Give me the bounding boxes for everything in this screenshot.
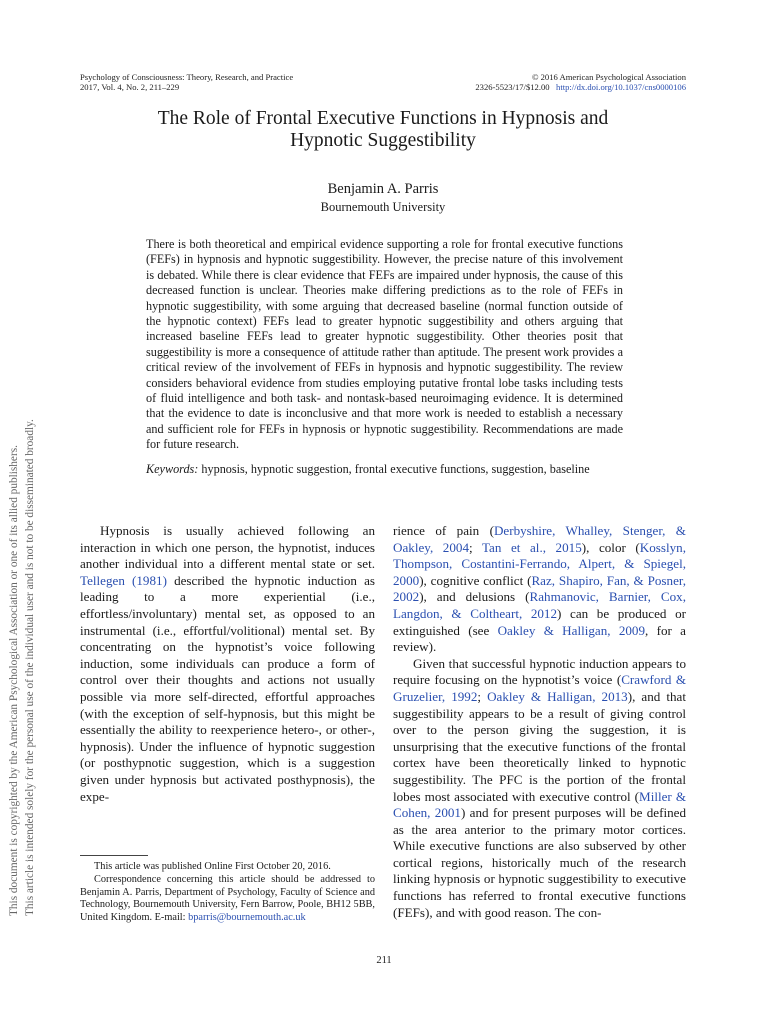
citation-link[interactable]: Miller & Cohen, 2001 xyxy=(393,788,686,821)
footnote-rule xyxy=(80,855,148,856)
abstract: There is both theoretical and empirical evidence supporting a role for frontal executive functions (FEFs) in hypnosis and hypnotic suggestibility. However, the precise nature of this involvement is debated. While there is clear evidence that FEFs are impaired under hypnosis, the cause of this decreased function is unclear. Theories make differing predictions as to the role of FEFs in hypnotic suggestibility, with some arguing that decreased baseline (normal function outside of the hypnotic context) FEFs lead to greater hypnotic suggestibility and others arguing that increased baseline FEFs lead to greater hypnotic suggestibility. Other theories posit that suggestibility is more a consequence of attitude rather than aptitude. The present work provides a critical review of the involvement of FEFs in hypnosis and hypnotic suggestibility. The review considers behavioral evidence from studies employing putative frontal lobe tasks including tests of fluid intelligence and both task- and nontask-based neuroimaging evidence. It is determined that the evidence to date is inconclusive and that more work is needed to establish a necessary and sufficient role for FEFs in hypnosis or hypnotic suggestibility. Recommendations are made for future research. xyxy=(146,237,623,452)
article-title-line-1: The Role of Frontal Executive Functions in Hypnosis and xyxy=(157,108,609,129)
article-title-line-2: Hypnotic Suggestibility xyxy=(290,130,476,151)
citation-link[interactable]: Oakley & Halligan, 2013 xyxy=(487,688,628,704)
citation-link[interactable]: Kosslyn, Thompson, Costantini-Ferrando, Alpert, & Spiegel, 2000 xyxy=(393,539,686,588)
online-first-note: This article was published Online First October 20, 2016. xyxy=(94,861,331,872)
keywords-list: hypnosis, hypnotic suggestion, frontal executive functions, suggestion, baseline xyxy=(201,462,590,476)
citation-link[interactable]: Tellegen (1981) xyxy=(80,572,167,588)
body-column-right xyxy=(393,523,686,921)
volume-info: 2017, Vol. 4, No. 2, 211–229 xyxy=(80,82,180,92)
citation-link[interactable]: Crawford & Gruzelier, 1992 xyxy=(393,672,687,704)
email-link[interactable]: bparris@bournemouth.ac.uk xyxy=(188,912,306,924)
copyright-sidebar-line-1: This document is copyrighted by the American Psychological Association or one of its allied publishers. xyxy=(8,445,20,916)
text-run: , for a review). xyxy=(393,622,686,655)
body-column-left xyxy=(80,523,375,805)
intro-paragraph-2 xyxy=(393,656,686,922)
author-name: Benjamin A. Parris xyxy=(327,181,439,197)
text-run: ; xyxy=(477,688,488,704)
page-number: 211 xyxy=(376,955,392,966)
doi-link[interactable]: http://dx.doi.org/10.1037/cns0000106 xyxy=(556,82,686,92)
text-run: Correspondence concerning this article should be addressed to Benjamin A. Parris, Department of Psychology, Faculty of Science and Technology, Bournemouth University, Fern Barrow, Poole, BH12 5BB, United Kingdom. E-mail: xyxy=(80,873,375,924)
correspondence-note xyxy=(80,874,375,925)
keywords xyxy=(146,462,623,477)
running-header-left xyxy=(80,72,293,92)
footnotes xyxy=(80,861,375,925)
author-affiliation: Bournemouth University xyxy=(320,200,446,214)
keywords-label: Keywords: xyxy=(146,462,199,476)
copyright-notice: © 2016 American Psychological Association xyxy=(531,72,686,82)
citation-link[interactable]: Oakley & Halligan, 2009 xyxy=(497,622,646,638)
issn-price: 2326-5523/17/$12.00 xyxy=(475,82,550,92)
text-run: ) can be produced or extinguished (see xyxy=(393,605,686,638)
copyright-sidebar-line-2: This article is intended solely for the personal use of the individual user and is not to be disseminated broadly. xyxy=(24,419,36,916)
running-header-right xyxy=(475,72,686,92)
text-run: ) and for present purposes will be defined as the area anterior to the primary motor cortices. While executive functions are also subserved by other cortical regions, historically much of the research linking hypnosis or hypnotic suggestibility to executive functions has referred to frontal executive functions (FEFs), and with good reason. The con- xyxy=(393,805,686,920)
text-run: ), color ( xyxy=(581,539,640,555)
text-run: ), cognitive conflict ( xyxy=(419,572,532,588)
text-run: ), and that suggestibility appears to be a result of giving control over to the person giving the suggestion, it is unsurprising that the executive functions of the frontal cortex have been theoretically linked to hypnotic suggestibility. The PFC is the portion of the frontal lobes most associated with executive control ( xyxy=(393,688,686,804)
text-run: ; xyxy=(469,539,482,555)
citation-link[interactable]: Rahmanovic, Barnier, Cox, Langdon, & Coltheart, 2012 xyxy=(393,589,686,621)
citation-link[interactable]: Derbyshire, Whalley, Stenger, & Oakley, 2004 xyxy=(393,523,686,555)
text-run: described the hypnotic induction as leading to a more experiential (i.e., effortless/involuntary) mental set, as opposed to an instrumental (i.e., effortful/volitional) mental set. By concentrating on the hypnotist’s voice following induction, some individuals can produce a form of control over their thoughts and actions not usually possible via more self-directed, effortful approaches (with the exception of self-hypnosis, but this might be essentially the ability to reexperience hetero-, or other-, hypnosis). Under the influence of hypnotic suggestion (or posthypnotic suggestion, which is a suggestion given under hypnosis but activated posthypnosis), the expe- xyxy=(80,572,375,804)
citation-link[interactable]: Tan et al., 2015 xyxy=(481,539,582,555)
intro-paragraph-1 xyxy=(80,523,375,805)
issn-doi-line xyxy=(475,82,686,92)
text-run: Hypnosis is usually achieved following an interaction in which one person, the hypnotist, induces another individual into a different mental state or set. xyxy=(80,523,375,572)
text-run: rience of pain ( xyxy=(393,523,494,538)
intro-paragraph-1-continued xyxy=(393,523,686,656)
text-run: ), and delusions ( xyxy=(419,589,530,605)
citation-link[interactable]: Raz, Shapiro, Fan, & Posner, 2002 xyxy=(393,572,686,605)
journal-name: Psychology of Consciousness: Theory, Research, and Practice xyxy=(80,72,294,82)
article-title xyxy=(80,108,686,152)
text-run: Given that successful hypnotic induction appears to require focusing on the hypnotist’s voice ( xyxy=(393,655,686,688)
